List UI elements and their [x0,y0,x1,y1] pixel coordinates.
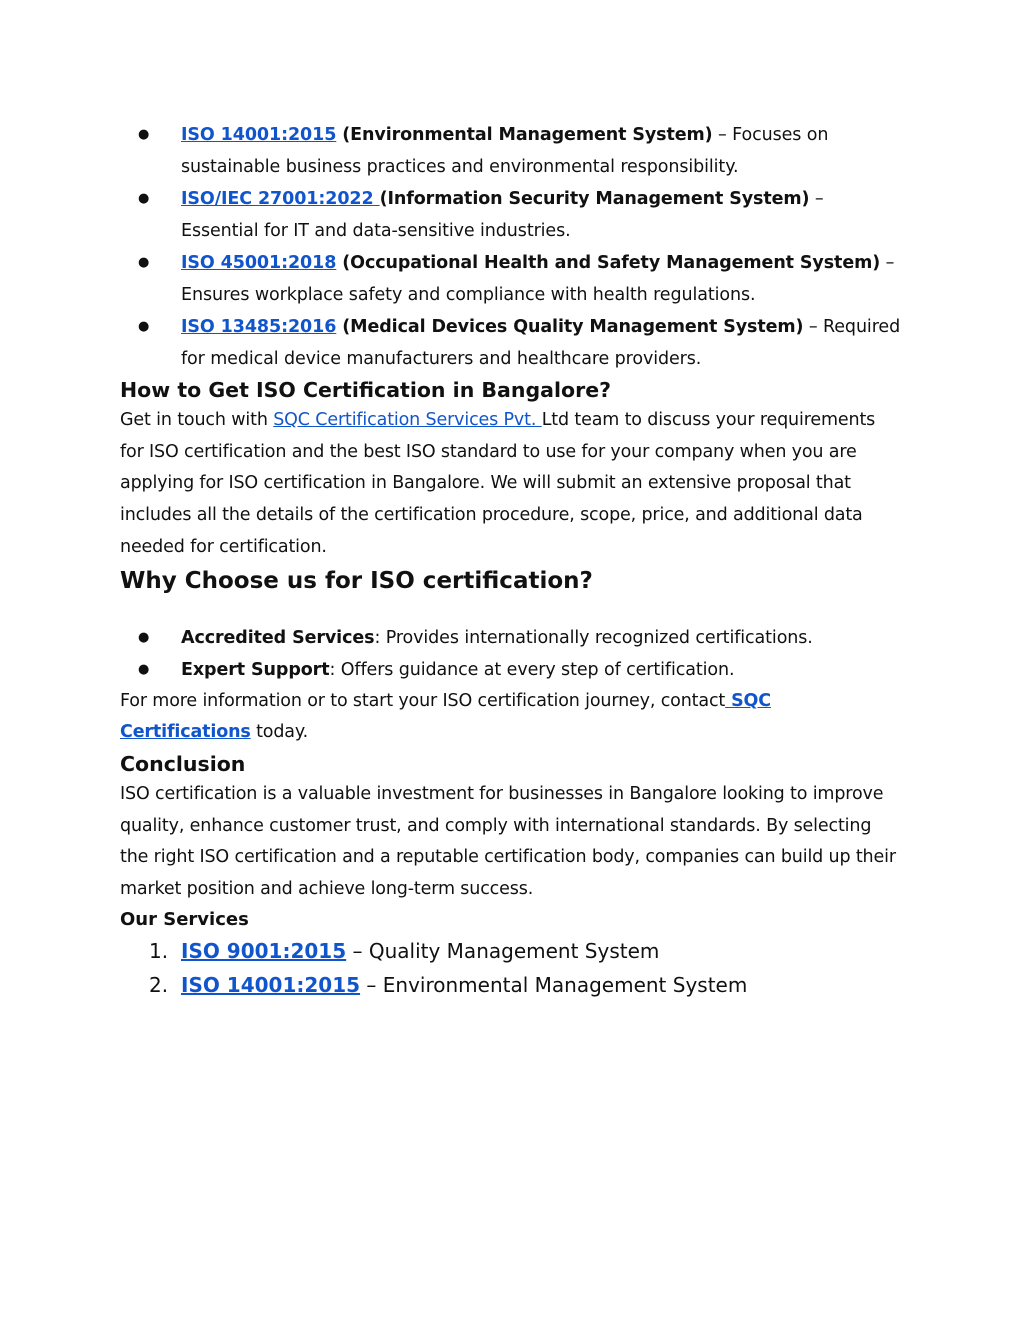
iso-27001-link[interactable]: ISO/IEC 27001:2022 [181,189,380,209]
how-to-heading: How to Get ISO Certification in Bangalore? [120,378,611,402]
conclusion-heading: Conclusion [120,751,246,776]
iso-45001-link[interactable]: ISO 45001:2018 [181,253,337,273]
standard-description: – Required for medical device manufacturers and healthcare providers. [181,317,901,369]
iso-13485-link[interactable]: ISO 13485:2016 [181,317,337,337]
document-page [120,119,904,1002]
list-number: 1. [149,938,169,963]
services-list [120,934,904,1002]
standard-title: (Medical Devices Quality Management System) [336,317,804,337]
contact-text-after: today. [250,722,309,743]
standard-title: (Information Security Management System) [379,189,810,209]
iso-standards-list [120,119,904,375]
list-item [120,934,904,968]
service-description: – Environmental Management System [360,972,748,997]
standard-title: (Occupational Health and Safety Management System) [336,253,881,273]
list-item [120,311,904,375]
list-item [120,654,904,686]
contact-text-before: For more information or to start your ISO certification journey, contact [120,690,726,711]
our-services-heading: Our Services [120,908,249,930]
list-item [120,183,904,247]
list-item [120,622,904,654]
how-to-paragraph [120,405,904,564]
iso-14001-service-link[interactable]: ISO 14001:2015 [181,972,361,997]
list-number: 2. [149,972,169,997]
sqc-certifications-link[interactable]: SQC Certifications [120,690,771,743]
standard-description: – Essential for IT and data-sensitive industries. [181,189,824,241]
contact-paragraph [120,686,904,749]
feature-description: : Provides internationally recognized certifications. [374,627,813,648]
why-choose-list [120,622,904,686]
standard-title: (Environmental Management System) [336,125,713,145]
standard-description: – Ensures workplace safety and compliance with health regulations. [181,253,895,305]
sqc-services-link[interactable]: SQC Certification Services Pvt. [273,410,542,430]
iso-14001-link[interactable]: ISO 14001:2015 [181,125,337,145]
service-description: – Quality Management System [346,938,660,963]
feature-description: : Offers guidance at every step of certification. [329,659,735,680]
feature-title: Accredited Services [181,627,375,648]
how-to-text-before: Get in touch with [120,410,274,430]
list-item [120,247,904,311]
list-item [120,119,904,183]
iso-9001-link[interactable]: ISO 9001:2015 [181,938,347,963]
list-item [120,968,904,1002]
conclusion-paragraph: ISO certification is a valuable investment for businesses in Bangalore looking to improve quality, enhance customer trust, and comply with international standards. By selecting the right ISO certification and a reputable certification body, companies can build up their market position and achieve long-term success. [120,783,896,900]
feature-title: Expert Support [181,659,330,680]
why-choose-heading: Why Choose us for ISO certification? [120,567,593,594]
how-to-text-after: Ltd team to discuss your requirements for ISO certification and the best ISO standard to use for your company when you are applying for ISO certification in Bangalore. We will submit an extensive proposal that includes all the details of the certification procedure, scope, price, and additional data needed for certification. [120,410,876,557]
standard-description: – Focuses on sustainable business practices and environmental responsibility. [181,125,829,177]
